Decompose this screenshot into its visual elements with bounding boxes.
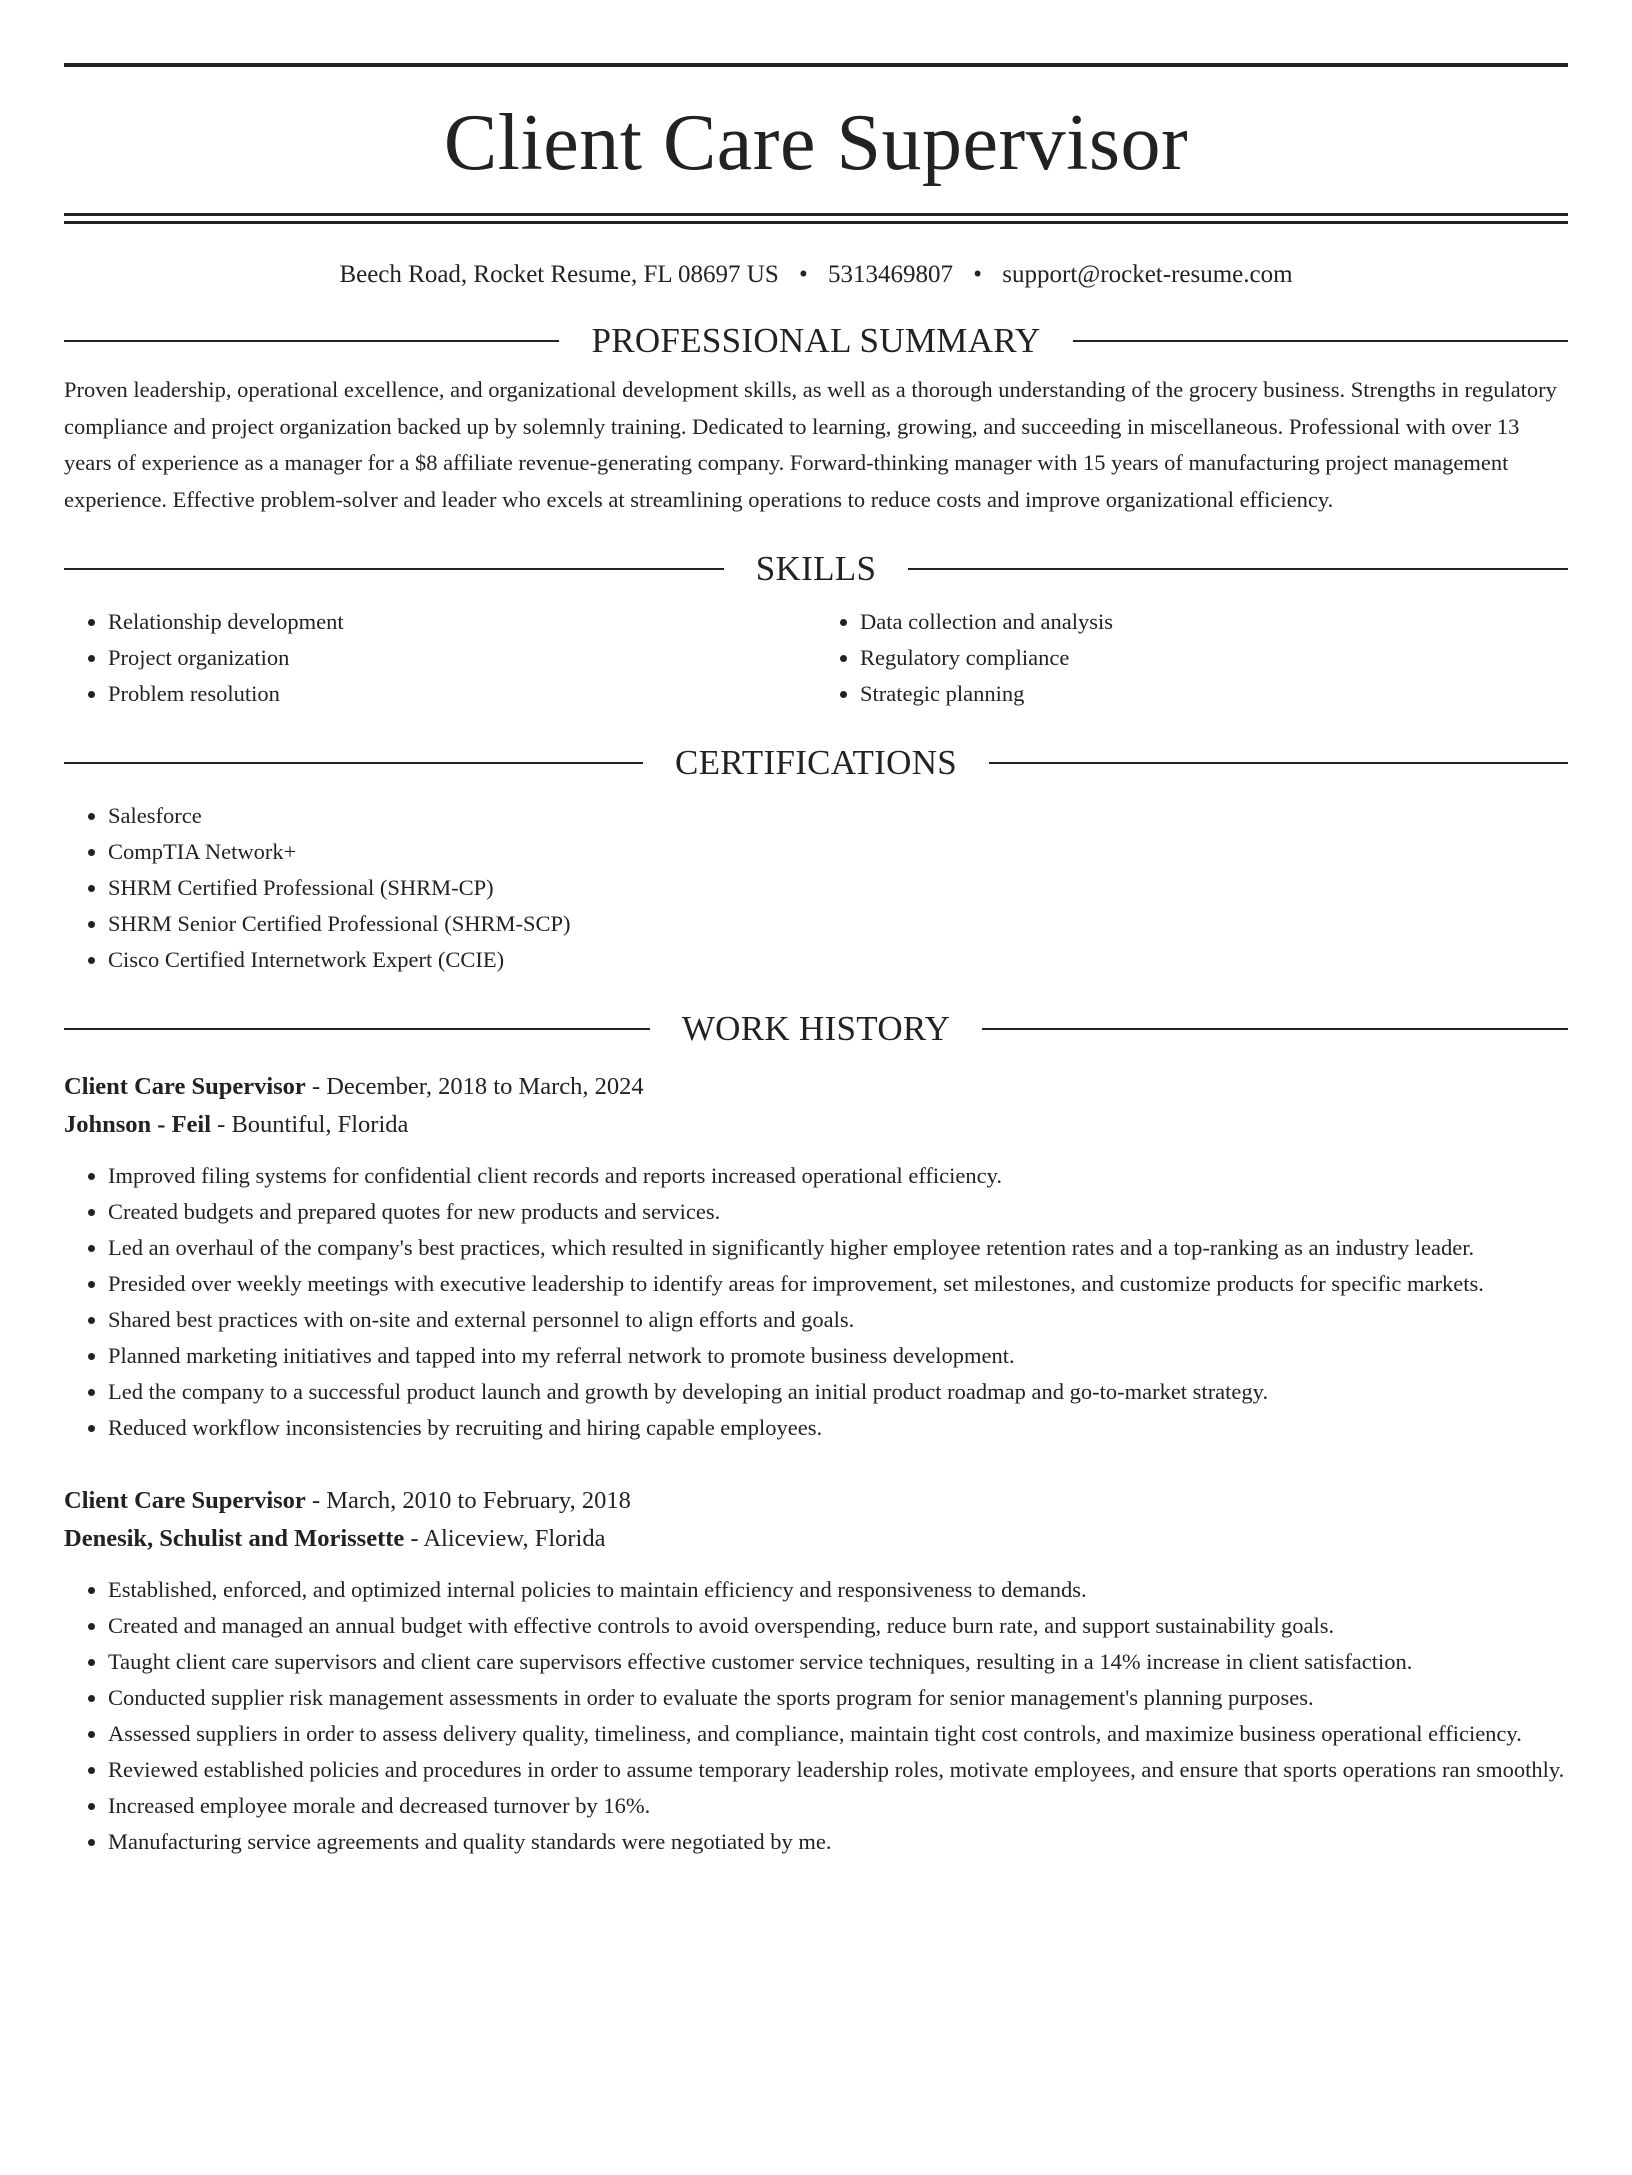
section-title: CERTIFICATIONS bbox=[674, 743, 958, 782]
job-company-line bbox=[64, 1520, 1568, 1558]
resume-name: Client Care Supervisor bbox=[443, 99, 1189, 187]
skills-list-right bbox=[816, 604, 1568, 712]
job-dates: - December, 2018 to March, 2024 bbox=[305, 1073, 644, 1100]
contact-phone: 5313469807 bbox=[828, 261, 953, 288]
job-bullet: • Improved filing systems for confidential client records and reports increased operational efficiency. bbox=[108, 1158, 1568, 1194]
section-header-summary bbox=[64, 320, 1568, 362]
section-rule bbox=[982, 1028, 1568, 1030]
certification-item: • Cisco Certified Internetwork Expert (CCIE) bbox=[108, 942, 1568, 978]
job-bullet: • Created and managed an annual budget with effective controls to avoid overspending, reduce burn rate, and support sustainability goals. bbox=[108, 1608, 1568, 1644]
contact-separator: • bbox=[798, 261, 808, 288]
job-title-line bbox=[64, 1482, 1568, 1520]
certification-item: • SHRM Senior Certified Professional (SHRM-SCP) bbox=[108, 906, 1568, 942]
job-dates: - March, 2010 to February, 2018 bbox=[305, 1487, 631, 1514]
section-rule bbox=[908, 568, 1568, 570]
certification-item: • Salesforce bbox=[108, 798, 1568, 834]
section-title: PROFESSIONAL SUMMARY bbox=[591, 321, 1041, 360]
double-rule bbox=[64, 213, 1568, 224]
job-bullet: • Created budgets and prepared quotes for new products and services. bbox=[108, 1194, 1568, 1230]
job-bullet: • Established, enforced, and optimized internal policies to maintain efficiency and responsiveness to demands. bbox=[108, 1572, 1568, 1608]
job-entry bbox=[64, 1068, 1568, 1446]
section-header-work bbox=[64, 1008, 1568, 1050]
job-bullet: • Reviewed established policies and procedures in order to assume temporary leadership roles, motivate employees, and ensure that sports operations ran smoothly. bbox=[108, 1752, 1568, 1788]
section-rule bbox=[64, 568, 724, 570]
skill-item: • Strategic planning bbox=[860, 676, 1568, 712]
resume-page bbox=[0, 63, 1632, 2175]
job-bullet: • Reduced workflow inconsistencies by recruiting and hiring capable employees. bbox=[108, 1410, 1568, 1446]
top-rule bbox=[64, 63, 1568, 67]
skills-list-left bbox=[64, 604, 816, 712]
section-title: SKILLS bbox=[755, 549, 877, 588]
job-bullet: • Planned marketing initiatives and tapped into my referral network to promote business development. bbox=[108, 1338, 1568, 1374]
job-title: Client Care Supervisor bbox=[64, 1073, 306, 1100]
job-bullet: • Shared best practices with on-site and external personnel to align efforts and goals. bbox=[108, 1302, 1568, 1338]
summary-text: Proven leadership, operational excellence, and organizational development skills, as well as a thorough understanding of the grocery business. Strengths in regulatory compliance and project organization backed up by solemnly training. Dedicated to learning, growing, and succeeding in miscellaneous. Professional with over 13 years of experience as a manager for a $8 affiliate revenue-generating company. Forward-thinking manager with 15 years of manufacturing project management experience. Effective problem-solver and leader who excels at streamlining operations to reduce costs and improve organizational efficiency. bbox=[64, 377, 1557, 512]
certifications-list bbox=[64, 798, 1568, 978]
skill-item: • Data collection and analysis bbox=[860, 604, 1568, 640]
contact-address: Beech Road, Rocket Resume, FL 08697 US bbox=[339, 261, 779, 288]
contact-line bbox=[64, 260, 1568, 290]
skill-item: • Project organization bbox=[108, 640, 816, 676]
job-bullets bbox=[64, 1572, 1568, 1860]
skill-item: • Relationship development bbox=[108, 604, 816, 640]
job-bullet: • Assessed suppliers in order to assess delivery quality, timeliness, and compliance, maintain tight cost controls, and maximize business operational efficiency. bbox=[108, 1716, 1568, 1752]
section-header-certifications bbox=[64, 742, 1568, 784]
skill-item: • Regulatory compliance bbox=[860, 640, 1568, 676]
skill-item: • Problem resolution bbox=[108, 676, 816, 712]
section-rule bbox=[1073, 340, 1568, 342]
certification-item: • CompTIA Network+ bbox=[108, 834, 1568, 870]
job-bullet: • Taught client care supervisors and client care supervisors effective customer service techniques, resulting in a 14% increase in client satisfaction. bbox=[108, 1644, 1568, 1680]
job-company-line bbox=[64, 1106, 1568, 1144]
job-company: Denesik, Schulist and Morissette bbox=[64, 1525, 405, 1552]
section-rule bbox=[989, 762, 1568, 764]
job-title: Client Care Supervisor bbox=[64, 1487, 306, 1514]
job-bullet: • Led an overhaul of the company's best practices, which resulted in significantly higher employee retention rates and a top-ranking as an industry leader. bbox=[108, 1230, 1568, 1266]
job-bullets bbox=[64, 1158, 1568, 1446]
job-bullet: • Presided over weekly meetings with executive leadership to identify areas for improvement, set milestones, and customize products for specific markets. bbox=[108, 1266, 1568, 1302]
contact-email: support@rocket-resume.com bbox=[1002, 261, 1293, 288]
section-header-skills bbox=[64, 548, 1568, 590]
job-entry bbox=[64, 1482, 1568, 1860]
skills-grid bbox=[64, 590, 1568, 712]
job-bullet: • Increased employee morale and decreased turnover by 16%. bbox=[108, 1788, 1568, 1824]
job-title-line bbox=[64, 1068, 1568, 1106]
section-rule bbox=[64, 1028, 650, 1030]
certification-item: • SHRM Certified Professional (SHRM-CP) bbox=[108, 870, 1568, 906]
job-location: - Aliceview, Florida bbox=[404, 1525, 606, 1552]
section-rule bbox=[64, 762, 643, 764]
section-rule bbox=[64, 340, 559, 342]
job-bullet: • Conducted supplier risk management assessments in order to evaluate the sports program for senior management's planning purposes. bbox=[108, 1680, 1568, 1716]
contact-separator: • bbox=[973, 261, 983, 288]
section-title: WORK HISTORY bbox=[681, 1009, 951, 1048]
job-bullet: • Manufacturing service agreements and quality standards were negotiated by me. bbox=[108, 1824, 1568, 1860]
job-location: - Bountiful, Florida bbox=[211, 1111, 409, 1138]
job-company: Johnson - Feil bbox=[64, 1111, 212, 1138]
job-bullet: • Led the company to a successful product launch and growth by developing an initial product roadmap and go-to-market strategy. bbox=[108, 1374, 1568, 1410]
